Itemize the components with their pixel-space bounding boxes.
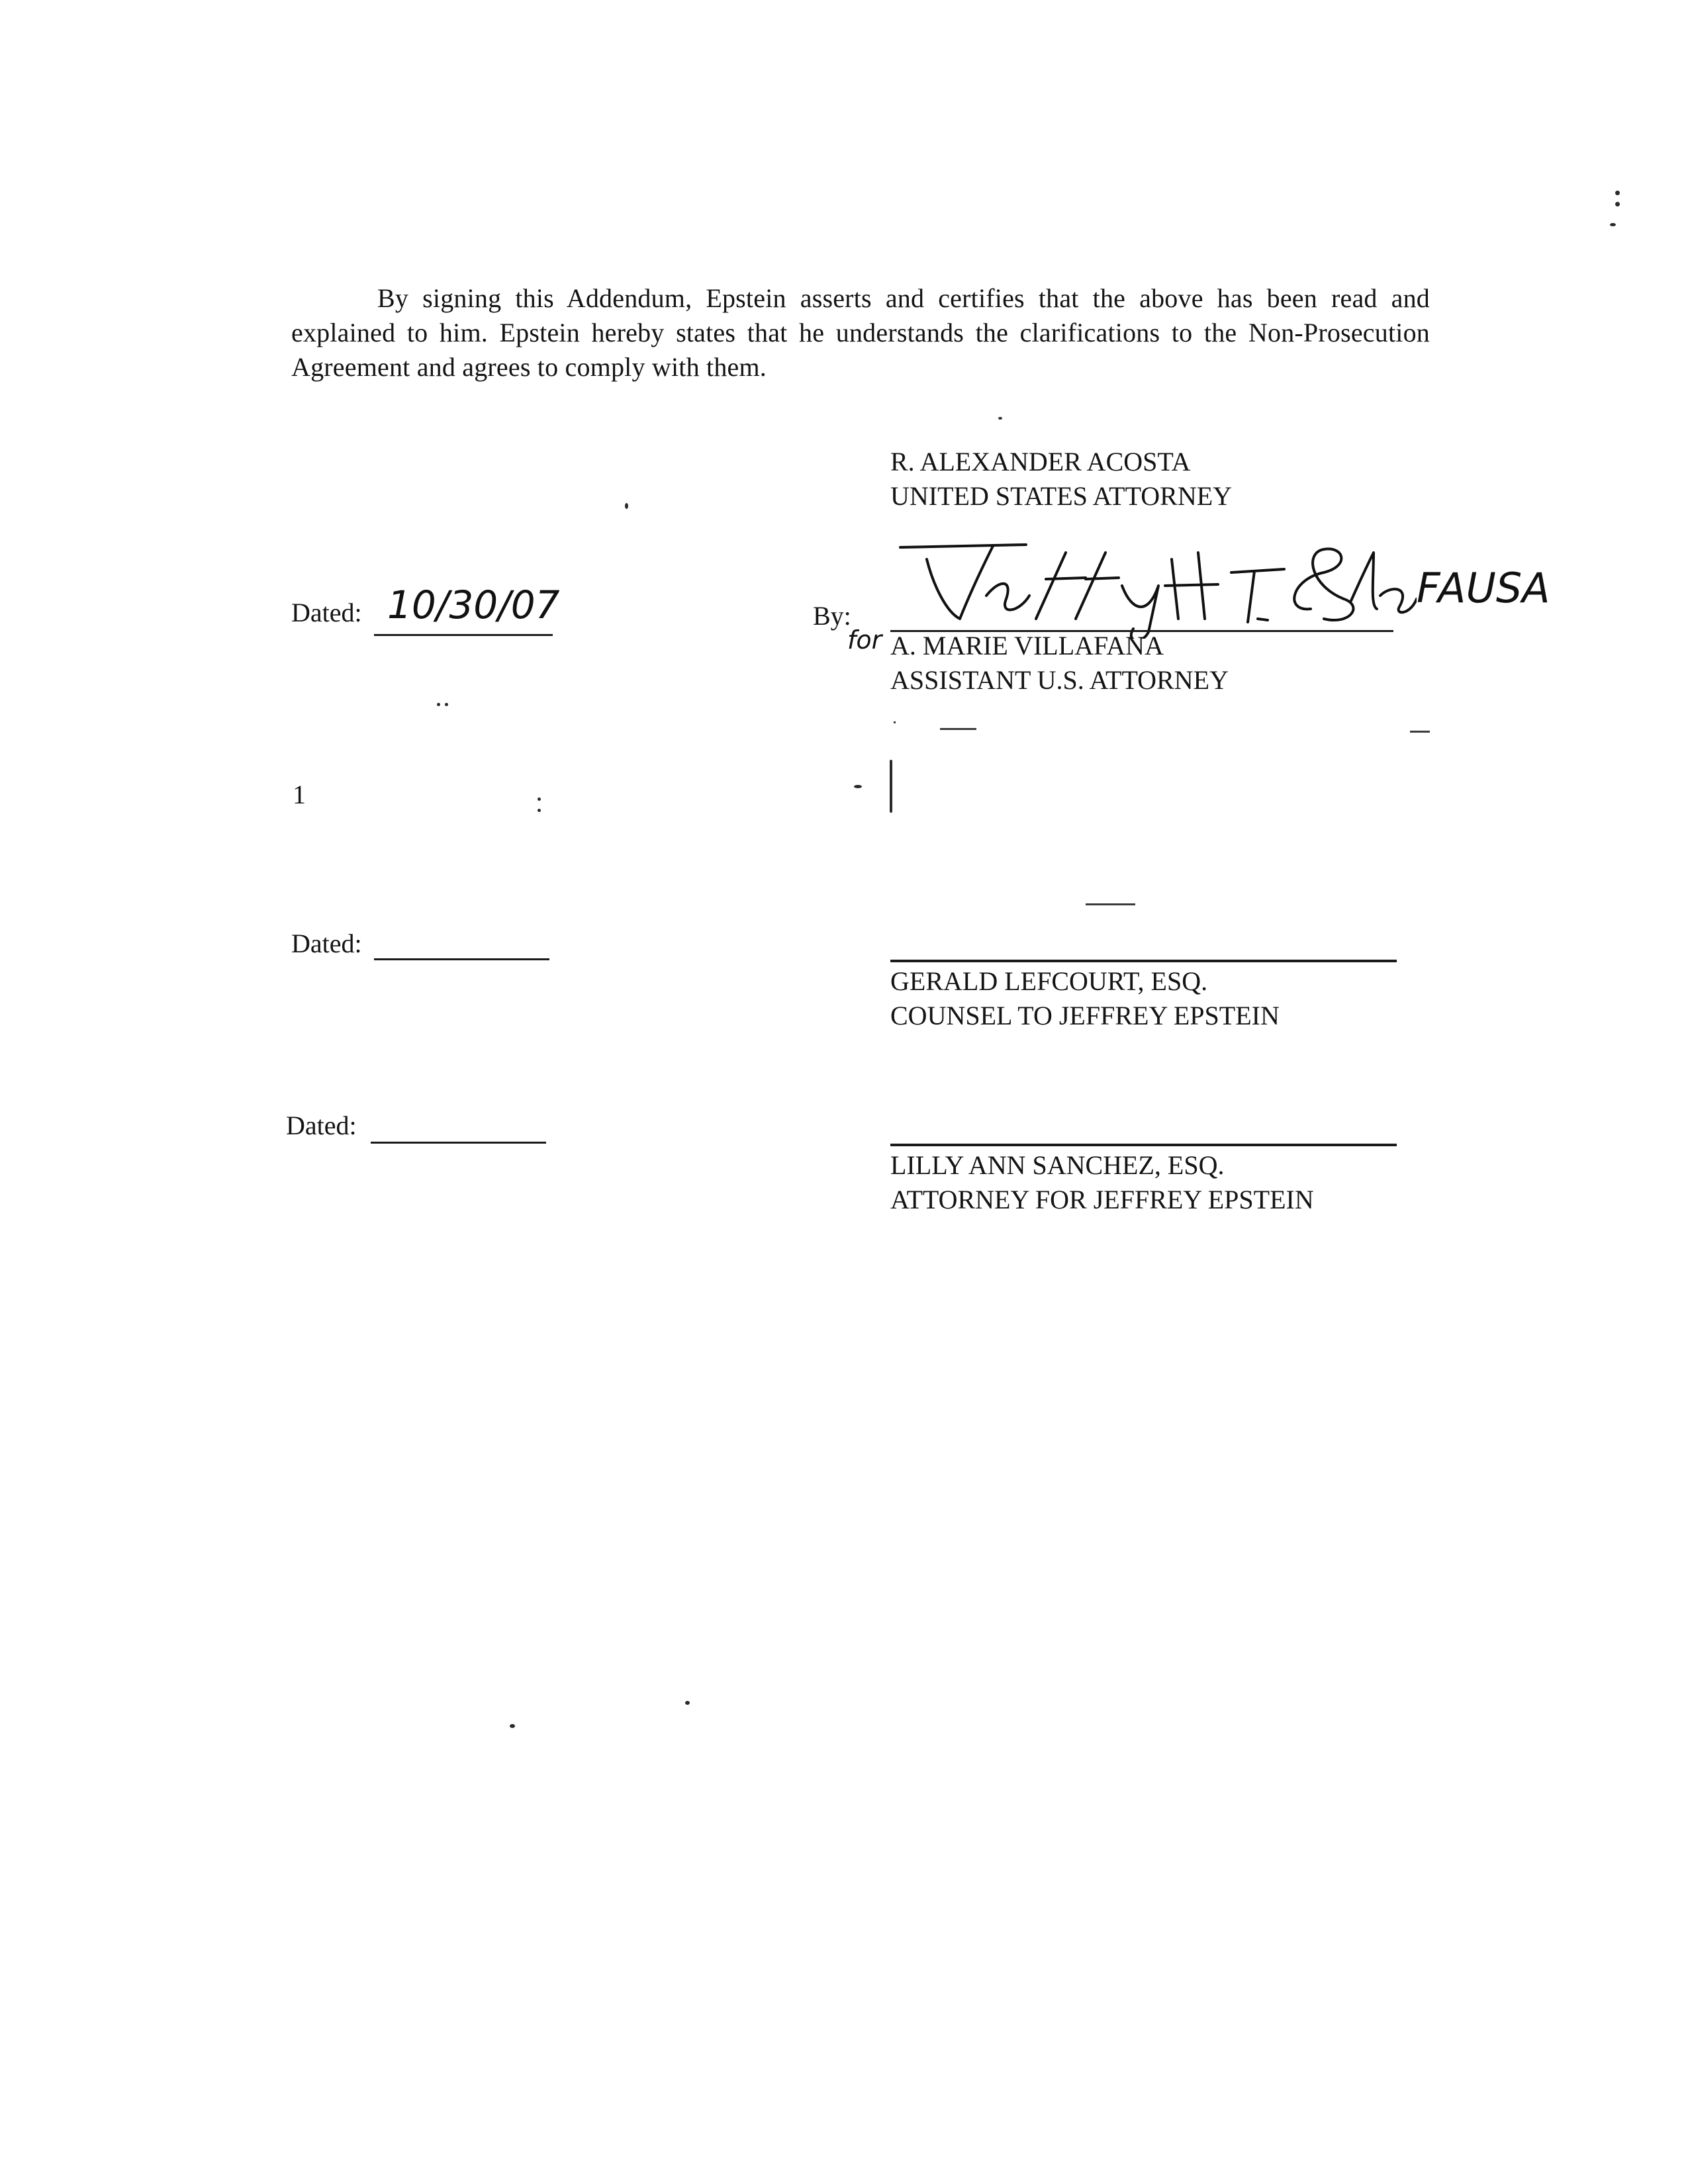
scan-speck bbox=[998, 417, 1002, 420]
us-attorney-block bbox=[890, 445, 1232, 514]
signer-block-3 bbox=[890, 1148, 1314, 1217]
scan-dash bbox=[1410, 731, 1430, 733]
signer-block-1 bbox=[890, 629, 1229, 698]
date-line-2 bbox=[374, 958, 549, 960]
scan-dash bbox=[894, 721, 896, 723]
scan-speck bbox=[538, 797, 541, 801]
signature-line-3 bbox=[890, 1144, 1397, 1146]
scan-speck bbox=[854, 785, 862, 788]
signer-title-3: ATTORNEY FOR JEFFREY EPSTEIN bbox=[890, 1185, 1314, 1214]
by-label: By: bbox=[813, 601, 851, 631]
handwritten-signature bbox=[887, 533, 1417, 639]
dated-label-3: Dated: bbox=[286, 1111, 357, 1140]
for-mark: for bbox=[847, 625, 882, 655]
us-attorney-name: R. ALEXANDER ACOSTA bbox=[890, 447, 1191, 477]
signer-title-2: COUNSEL TO JEFFREY EPSTEIN bbox=[890, 1001, 1280, 1030]
stray-mark: 1 bbox=[293, 780, 306, 809]
signer-name-3: LILLY ANN SANCHEZ, ESQ. bbox=[890, 1150, 1225, 1180]
us-attorney-title: UNITED STATES ATTORNEY bbox=[890, 481, 1233, 511]
scan-speck bbox=[1615, 202, 1620, 206]
scan-speck bbox=[890, 760, 892, 813]
certification-paragraph: By signing this Addendum, Epstein asserts and certifies that the above has been read and explained to him. Epstein hereby states that he understands the clarifications to the Non-Prosecution Agreement and agrees to comply with them. bbox=[291, 283, 1430, 382]
signature-line-2 bbox=[890, 960, 1397, 962]
scan-speck bbox=[510, 1724, 515, 1728]
signer-title-1: ASSISTANT U.S. ATTORNEY bbox=[890, 665, 1229, 695]
scan-speck bbox=[685, 1701, 690, 1705]
signature-suffix: FAUSA bbox=[1417, 564, 1550, 612]
scan-speck bbox=[538, 809, 541, 812]
signer-name-1: A. MARIE VILLAFANA bbox=[890, 631, 1164, 660]
scan-dash bbox=[1086, 903, 1135, 905]
dated-label-2: Dated: bbox=[291, 929, 362, 958]
scan-speck bbox=[1615, 191, 1620, 195]
date-line-3 bbox=[371, 1142, 546, 1144]
scan-speck bbox=[625, 503, 628, 509]
handwritten-date: 10/30/07 bbox=[387, 582, 560, 627]
dated-label-1: Dated: bbox=[291, 598, 362, 627]
signer-block-2 bbox=[890, 964, 1280, 1033]
scan-speck bbox=[445, 703, 448, 706]
scan-dash bbox=[940, 728, 976, 730]
date-line-1 bbox=[374, 634, 553, 636]
signer-name-2: GERALD LEFCOURT, ESQ. bbox=[890, 966, 1208, 996]
scan-speck bbox=[1610, 223, 1616, 226]
scan-speck bbox=[437, 703, 440, 706]
